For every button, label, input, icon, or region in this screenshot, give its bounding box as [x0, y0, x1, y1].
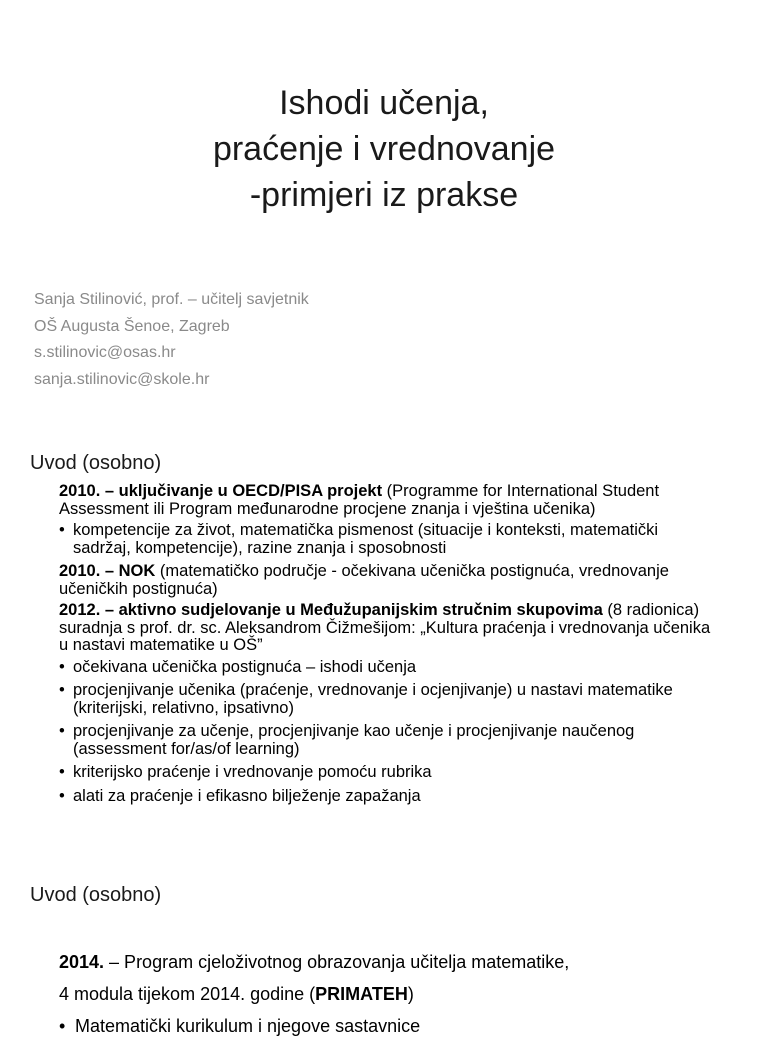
presentation-title	[0, 80, 768, 218]
slide-body	[59, 483, 719, 811]
list-item: • alati za praćenje i efikasno bilježenje zapažanja	[59, 788, 719, 806]
paragraph-text: (Programme for International Student Assessment ili Program međunarodne procjene znanja i vještina učenika)	[59, 482, 660, 518]
list-item: • očekivana učenička postignuća – ishodi učenja	[59, 659, 719, 677]
author-info	[34, 287, 309, 393]
title-line: -primjeri iz prakse	[249, 176, 519, 214]
paragraph-bold: 2014.	[59, 952, 105, 972]
paragraph-bold: 2012. – aktivno sudjelovanje u Međužupanijskim stručnim skupovima	[59, 601, 603, 619]
paragraph-2012	[59, 602, 719, 655]
title-line: praćenje i vrednovanje	[212, 130, 556, 168]
paragraph-bold: 2010. – NOK	[59, 562, 156, 580]
paragraph-modules	[59, 978, 739, 1010]
slide-body	[59, 946, 739, 1042]
list-item: • procjenjivanje učenika (praćenje, vrednovanje i ocjenjivanje) u nastavi matematike (kriterijski, relativno, ipsativno)	[59, 682, 719, 717]
author-name: Sanja Stilinović, prof. – učitelj savjetnik	[34, 291, 309, 308]
paragraph-text: (8 radionica) suradnja s prof. dr. sc. Aleksandrom Čižmešijom: „Kultura praćenja i vrednovanja učenika u nastavi matematike u OŠ”	[59, 601, 711, 654]
title-slide	[0, 0, 768, 430]
paragraph-2014	[59, 946, 739, 978]
slide-heading: Uvod (osobno)	[30, 884, 162, 906]
paragraph-text: – Program cjeloživotnog obrazovanja učitelja matematike,	[104, 952, 570, 972]
paragraph-2010-nok	[59, 563, 719, 598]
author-email-1: s.stilinovic@osas.hr	[34, 344, 176, 361]
title-line: Ishodi učenja,	[279, 84, 489, 122]
list-item: • procjenjivanje za učenje, procjenjivanje kao učenje i procjenjivanje naučenog (assessment for/as/of learning)	[59, 723, 719, 758]
paragraph-2010-pisa	[59, 483, 719, 518]
paragraph-bold: PRIMATEH	[315, 984, 408, 1004]
paragraph-text: (matematičko područje - očekivana učenička postignuća, vrednovanje učeničkih postignuća)	[59, 562, 669, 598]
paragraph-bold: 2010. – uključivanje u OECD/PISA projekt	[59, 482, 383, 500]
list-item: • Matematički kurikulum i njegove sastavnice	[59, 1010, 739, 1042]
slide-heading: Uvod (osobno)	[30, 452, 162, 474]
paragraph-text: )	[407, 984, 414, 1004]
intro-slide-2	[0, 860, 768, 1036]
list-item: • kriterijsko praćenje i vrednovanje pomoću rubrika	[59, 764, 719, 782]
author-school: OŠ Augusta Šenoe, Zagreb	[34, 317, 230, 335]
paragraph-text: 4 modula tijekom 2014. godine (	[59, 984, 316, 1004]
list-item: • kompetencije za život, matematička pismenost (situacije i konteksti, matematički sadržaj, kompetencije), razine znanja i sposobnosti	[59, 522, 719, 557]
author-email-2: sanja.stilinovic@skole.hr	[34, 370, 210, 388]
intro-slide	[0, 430, 768, 860]
